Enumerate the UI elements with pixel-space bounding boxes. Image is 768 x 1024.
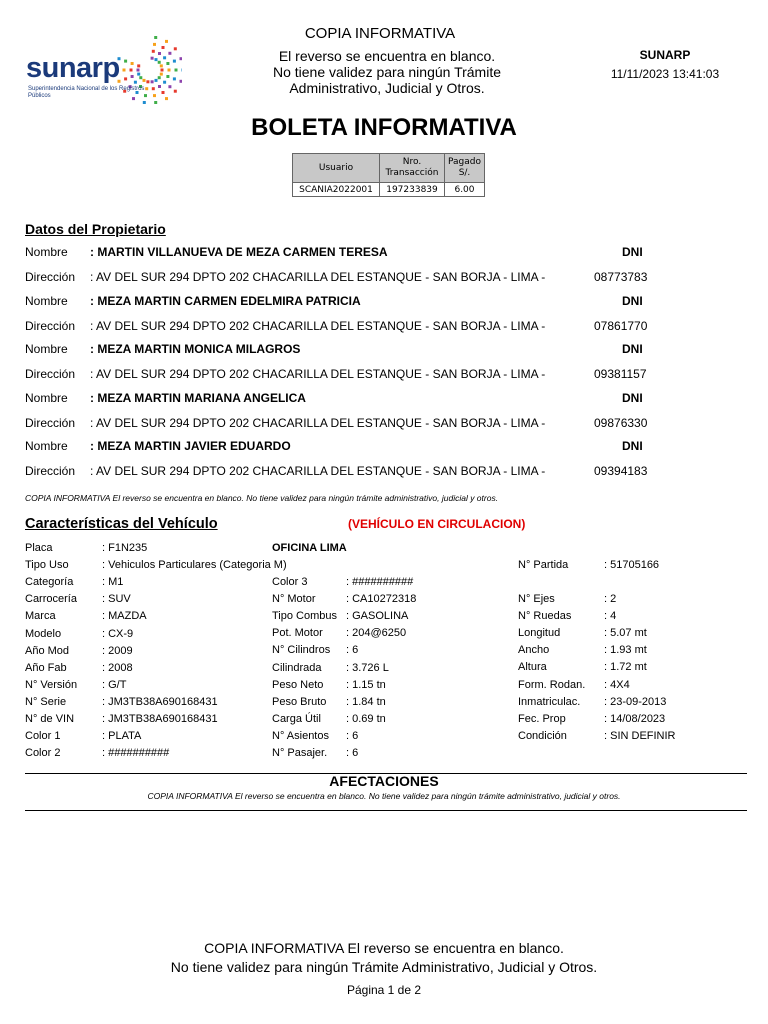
vehicle-field-value: : 14/08/2023 — [604, 712, 666, 725]
logo-burst-dot — [153, 43, 156, 46]
logo-burst-dot — [158, 76, 161, 79]
vehicle-field-value: : ########## — [346, 576, 414, 588]
owner-dni: 09394183 — [594, 464, 648, 478]
logo-burst-dot — [162, 46, 165, 49]
owner-name: : MEZA MARTIN CARMEN EDELMIRA PATRICIA — [90, 293, 361, 308]
footer-disclaimer — [0, 939, 768, 977]
header-disclaimer-line-2: No tiene validez para ningún Trámite — [272, 64, 502, 80]
footer-line-1: COPIA INFORMATIVA El reverso se encuentra en blanco. — [204, 940, 564, 956]
vehicle-field-value: : 1.15 tn — [346, 678, 386, 691]
vehicle-field-value: : 6 — [346, 729, 359, 742]
logo-burst-dot — [134, 81, 137, 84]
logo-burst-dot — [137, 73, 140, 76]
vehicle-field-value: : 1.72 mt — [604, 661, 647, 674]
header-brand: SUNARP — [639, 48, 691, 62]
vehicle-field-value: : 23-09-2013 — [604, 695, 667, 708]
vehicle-field-value: : 4X4 — [604, 678, 630, 691]
vehicle-field-label: Carrocería — [25, 593, 77, 606]
owner-dni-label: DNI — [622, 439, 643, 453]
logo-burst-dot — [151, 57, 154, 60]
logo-burst-dot — [139, 76, 142, 79]
logo-burst-dot — [123, 69, 126, 72]
logo-burst-dot — [168, 69, 171, 72]
logo-burst-dot — [165, 97, 168, 100]
vehicle-field-value: : CX-9 — [102, 627, 134, 640]
logo-burst-dot — [174, 90, 177, 93]
vehicle-field-value: : F1N235 — [102, 542, 148, 554]
vehicle-field-label: Tipo Uso — [25, 559, 69, 572]
vehicle-field-value: : G/T — [102, 678, 127, 691]
logo-burst-dot — [166, 75, 169, 78]
logo-wordmark: sunarp — [26, 52, 120, 84]
vehicle-field-label: Modelo — [25, 627, 62, 640]
vehicle-field-label: Marca — [25, 610, 56, 623]
logo-burst-dot — [158, 61, 161, 64]
logo-burst-dot — [153, 94, 156, 97]
logo-burst-dot — [175, 69, 178, 72]
owner-name: : MEZA MARTIN MARIANA ANGELICA — [90, 390, 306, 405]
vehicle-field-label: Pot. Motor — [272, 627, 323, 640]
owner-dni-label: DNI — [622, 245, 643, 259]
logo-burst-dot — [154, 36, 157, 39]
logo-burst-dot — [154, 101, 157, 104]
vehicle-field-label: Altura — [518, 661, 547, 674]
vehicle-field-value: : JM3TB38A690168431 — [102, 713, 218, 725]
vehicle-field-label: N° de VIN — [25, 713, 75, 725]
vehicle-field-label: N° Ejes — [518, 593, 555, 605]
sunarp-logo — [22, 20, 182, 110]
logo-burst-dot — [174, 47, 177, 50]
vehicle-field-label: Año Fab — [25, 661, 67, 674]
vehicle-field-value: : 2008 — [102, 661, 133, 674]
logo-burst-dot — [158, 52, 161, 55]
header-user: Usuario — [293, 154, 380, 183]
owner-address: : AV DEL SUR 294 DPTO 202 CHACARILLA DEL ESTANQUE - SAN BORJA - LIMA - — [90, 318, 546, 333]
owner-dni: 07861770 — [594, 318, 648, 333]
owners-note: COPIA INFORMATIVA El reverso se encuentra en blanco. No tiene validez para ningún trámite administrativo, judicial y otros. — [25, 493, 499, 503]
vehicle-field-label: Año Mod — [25, 644, 70, 657]
vehicle-field-label: Carga Útil — [272, 712, 321, 725]
vehicle-field-value: : SIN DEFINIR — [604, 729, 676, 742]
owner-name-label: Nombre — [25, 439, 68, 453]
header-disclaimer — [200, 48, 574, 96]
vehicle-field-label: Tipo Combus — [272, 610, 338, 623]
owner-address-label: Dirección — [25, 318, 76, 333]
logo-burst-dot — [131, 62, 134, 65]
logo-burst-dot — [130, 69, 133, 72]
vehicle-field-value: : 4 — [604, 610, 617, 623]
owner-name-label: Nombre — [25, 342, 68, 356]
vehicle-field-value: : GASOLINA — [346, 610, 409, 623]
vehicle-field-value: : 2 — [604, 593, 617, 605]
logo-burst-dot — [155, 79, 158, 82]
logo-subtitle: Superintendencia Nacional de los Registros Públicos — [28, 86, 145, 99]
owner-address: : AV DEL SUR 294 DPTO 202 CHACARILLA DEL ESTANQUE - SAN BORJA - LIMA - — [90, 415, 546, 430]
vehicle-heading: Características del Vehículo — [25, 516, 218, 532]
vehicle-field-value: : PLATA — [102, 730, 142, 743]
logo-burst-dot — [160, 64, 163, 67]
vehicle-field-value: : 3.726 L — [346, 661, 389, 674]
vehicle-field-value: : Vehiculos Particulares (Categoria M) — [102, 559, 287, 572]
owner-dni-label: DNI — [622, 390, 643, 405]
vehicle-status: (VEHÍCULO EN CIRCULACION) — [348, 517, 526, 531]
owner-name: : MARTIN VILLANUEVA DE MEZA CARMEN TERESA — [90, 245, 388, 259]
vehicle-field-value: : 204@6250 — [346, 627, 407, 640]
logo-burst-dot — [173, 77, 176, 80]
owner-name: : MEZA MARTIN JAVIER EDUARDO — [90, 439, 291, 453]
logo-burst-dot — [173, 60, 176, 63]
logo-burst-dot — [163, 81, 166, 84]
owner-address-label: Dirección — [25, 270, 76, 284]
logo-burst-dot — [161, 69, 164, 72]
logo-burst-dot — [158, 85, 161, 88]
owner-name: : MEZA MARTIN MONICA MILAGROS — [90, 342, 301, 356]
transaction-number: 197233839 — [380, 183, 445, 197]
logo-burst-dot — [152, 50, 155, 53]
vehicle-field-value: : M1 — [102, 576, 124, 589]
owner-address: : AV DEL SUR 294 DPTO 202 CHACARILLA DEL ESTANQUE - SAN BORJA - LIMA - — [90, 367, 546, 381]
logo-burst-dot — [124, 60, 127, 63]
vehicle-field-label: Peso Bruto — [272, 695, 327, 708]
owner-address: : AV DEL SUR 294 DPTO 202 CHACARILLA DEL ESTANQUE - SAN BORJA - LIMA - — [90, 464, 546, 478]
logo-burst-dot — [152, 87, 155, 90]
vehicle-field-label: Color 1 — [25, 730, 61, 743]
page-number: Página 1 de 2 — [346, 983, 422, 997]
vehicle-field-label: N° Motor — [272, 593, 316, 606]
afectaciones-bottom-divider — [25, 810, 747, 811]
logo-burst-dot — [165, 40, 168, 43]
vehicle-office: OFICINA LIMA — [272, 542, 347, 554]
vehicle-field-value: : 1.93 mt — [604, 644, 647, 657]
owner-address-label: Dirección — [25, 464, 76, 478]
vehicle-field-value: : 1.84 tn — [346, 695, 386, 708]
vehicle-field-value: : CA10272318 — [346, 593, 417, 606]
vehicle-field-label: Categoría — [25, 576, 74, 589]
vehicle-field-label: N° Pasajer. — [272, 747, 328, 759]
owners-heading: Datos del Propietario — [25, 221, 166, 237]
logo-burst-dot — [137, 69, 140, 72]
transaction-table — [292, 153, 485, 197]
owner-name-label: Nombre — [25, 245, 68, 259]
header-disclaimer-line-3: Administrativo, Judicial y Otros. — [289, 80, 485, 96]
header-transaction-number: Nro. Transacción — [380, 154, 445, 183]
vehicle-field-value: : 6 — [346, 747, 359, 759]
logo-burst-dot — [137, 64, 140, 67]
vehicle-field-value: : 6 — [346, 644, 359, 657]
vehicle-field-value: : JM3TB38A690168431 — [102, 695, 218, 708]
vehicle-field-label: Longitud — [518, 627, 561, 640]
owner-address: : AV DEL SUR 294 DPTO 202 CHACARILLA DEL ESTANQUE - SAN BORJA - LIMA - — [90, 270, 546, 284]
afectaciones-note: COPIA INFORMATIVA El reverso se encuentra en blanco. No tiene validez para ningún trámite administrativo, judicial y otros. — [147, 791, 621, 801]
logo-burst-dot — [168, 85, 171, 88]
logo-burst-dot — [162, 91, 165, 94]
logo-burst-dot — [168, 52, 171, 55]
vehicle-field-label: N° Asientos — [272, 729, 329, 742]
vehicle-field-label: Form. Rodan. — [518, 678, 586, 691]
logo-burst-dot — [163, 56, 166, 59]
owner-dni-label: DNI — [622, 293, 643, 308]
owner-dni-label: DNI — [622, 342, 643, 356]
logo-burst-dot — [182, 69, 183, 72]
vehicle-field-label: N° Serie — [25, 695, 67, 708]
logo-burst-dot — [155, 58, 158, 61]
vehicle-field-label: Peso Neto — [272, 678, 324, 691]
logo-burst-dot — [146, 80, 149, 83]
vehicle-field-label: Placa — [25, 542, 53, 554]
vehicle-field-value: : 0.69 tn — [346, 712, 386, 725]
footer-line-2: No tiene validez para ningún Trámite Administrativo, Judicial y Otros. — [170, 959, 598, 975]
vehicle-field-label: Color 2 — [25, 747, 61, 760]
logo-burst-dot — [180, 57, 183, 60]
afectaciones-heading: AFECTACIONES — [329, 773, 439, 789]
header-datetime: 11/11/2023 13:41:03 — [610, 67, 720, 81]
owner-address-label: Dirección — [25, 415, 76, 430]
transaction-paid: 6.00 — [445, 183, 485, 197]
owner-name-label: Nombre — [25, 390, 68, 405]
vehicle-field-label: Inmatriculac. — [518, 695, 581, 708]
logo-burst-dot — [124, 77, 127, 80]
logo-burst-dot — [180, 80, 183, 83]
vehicle-field-value: : SUV — [102, 593, 131, 606]
header-disclaimer-line-1: El reverso se encuentra en blanco. — [278, 48, 496, 64]
vehicle-field-value: : 5.07 mt — [604, 627, 647, 640]
header-copy-title: COPIA INFORMATIVA — [304, 25, 456, 42]
transaction-user: SCANIA2022001 — [293, 183, 380, 197]
vehicle-field-label: Fec. Prop — [518, 712, 566, 725]
vehicle-field-label: Color 3 — [272, 576, 308, 588]
logo-burst-dot — [143, 101, 146, 104]
vehicle-field-value: : ########## — [102, 747, 170, 760]
vehicle-field-label: N° Partida — [518, 559, 569, 571]
logo-burst-dot — [166, 62, 169, 65]
header-paid: Pagado S/. — [445, 154, 485, 183]
owner-dni: 09876330 — [594, 415, 648, 430]
owner-dni: 08773783 — [594, 270, 648, 284]
vehicle-field-value: : MAZDA — [102, 610, 147, 623]
logo-burst-dot — [143, 79, 146, 82]
logo-burst-dot — [151, 80, 154, 83]
logo-burst-dot — [160, 73, 163, 76]
owner-name-label: Nombre — [25, 293, 68, 308]
vehicle-field-value: : 2009 — [102, 644, 133, 657]
logo-burst-dot — [131, 75, 134, 78]
owner-address-label: Dirección — [25, 367, 76, 381]
vehicle-field-label: Ancho — [518, 644, 550, 657]
vehicle-field-label: Cilindrada — [272, 661, 322, 674]
owner-dni: 09381157 — [594, 367, 647, 381]
vehicle-field-label: N° Versión — [25, 678, 78, 691]
page-title: BOLETA INFORMATIVA — [251, 114, 517, 141]
vehicle-field-label: N° Ruedas — [518, 610, 572, 623]
vehicle-field-label: N° Cilindros — [272, 644, 331, 657]
vehicle-field-value: : 51705166 — [604, 559, 660, 571]
vehicle-field-label: Condición — [518, 729, 567, 742]
